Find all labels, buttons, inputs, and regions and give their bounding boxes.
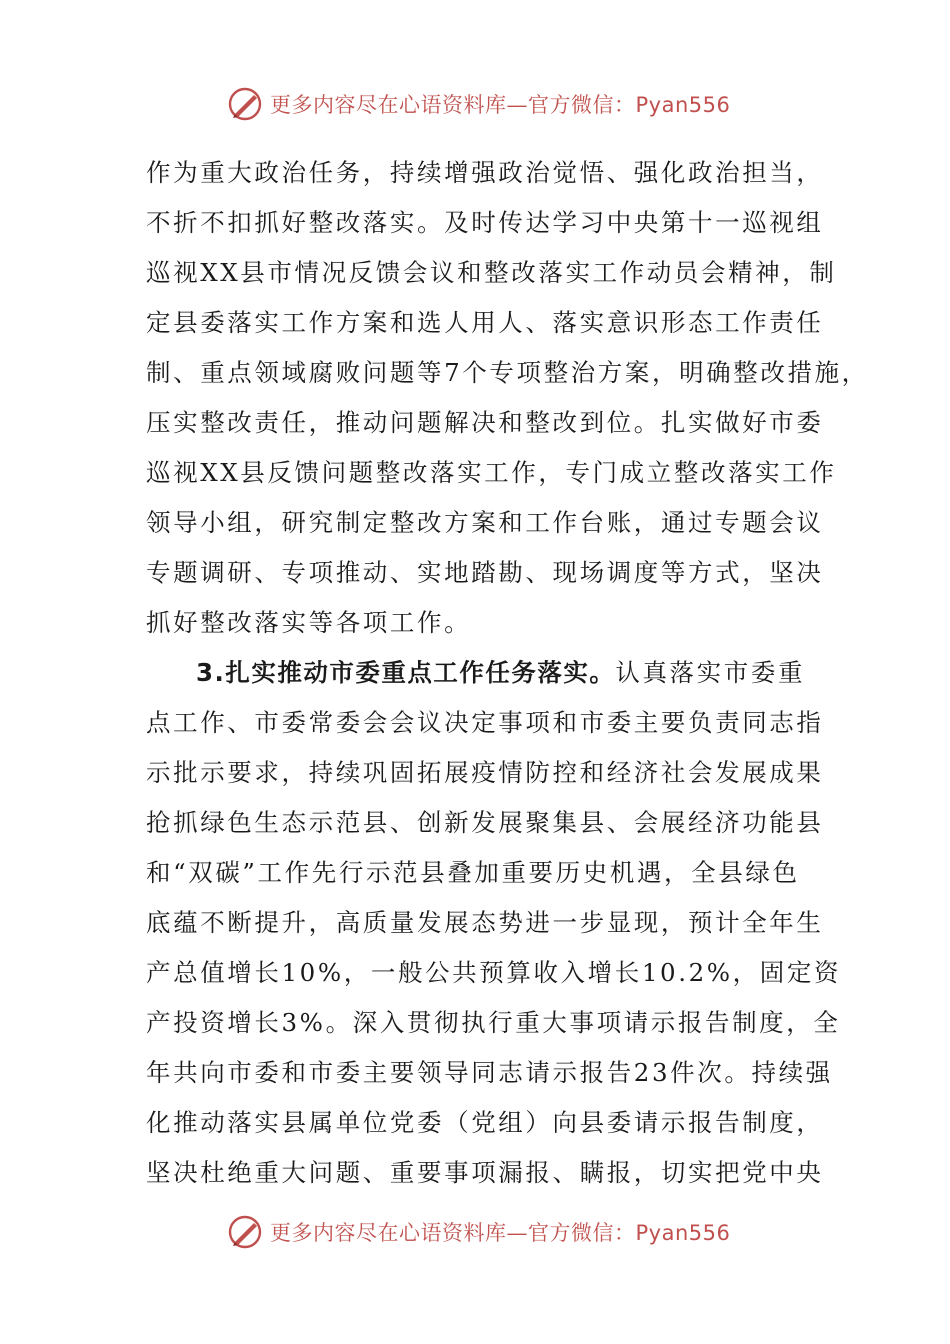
section-3-first-line (146, 648, 811, 698)
text-line: 压实整改责任，推动问题解决和整改到位。扎实做好市委 (146, 408, 824, 437)
watermark-text: 更多内容尽在心语资料库—官方微信：Pyan556 (270, 93, 731, 117)
document-body (146, 148, 869, 1198)
text-line: 化推动落实县属单位党委（党组）向县委请示报告制度， (146, 1108, 824, 1137)
text-line: 和“双碳”工作先行示范县叠加重要历史机遇，全县绿色 (146, 858, 800, 887)
section-3-lead-text: 认真落实市委重 (615, 658, 806, 687)
text-line: 领导小组，研究制定整改方案和工作台账，通过专题会议 (146, 508, 824, 537)
text-line: 年共向市委和市委主要领导同志请示报告23件次。持续强 (146, 1058, 833, 1087)
text-line: 坚决杜绝重大问题、重要事项漏报、瞒报，切实把党中央 (146, 1158, 824, 1187)
text-line: 底蕴不断提升，高质量发展态势进一步显现，预计全年生 (146, 908, 824, 937)
text-line: 产投资增长3%。深入贯彻执行重大事项请示报告制度，全 (146, 1008, 841, 1037)
text-line: 制、重点领域腐败问题等7个专项整治方案，明确整改措施， (146, 358, 869, 387)
pen-logo-icon (226, 85, 264, 123)
footer-watermark (226, 1212, 730, 1252)
section-3-heading: 3.扎实推动市委重点工作任务落实。 (196, 658, 616, 687)
text-line: 不折不扣抓好整改落实。及时传达学习中央第十一巡视组 (146, 208, 824, 237)
text-line: 巡视XX县反馈问题整改落实工作，专门成立整改落实工作 (146, 458, 837, 487)
text-line: 专题调研、专项推动、实地踏勘、现场调度等方式，坚决 (146, 558, 824, 587)
text-line: 作为重大政治任务，持续增强政治觉悟、强化政治担当， (146, 158, 824, 187)
watermark-text: 更多内容尽在心语资料库—官方微信：Pyan556 (270, 1221, 731, 1245)
text-line: 点工作、市委常委会会议决定事项和市委主要负责同志指 (146, 708, 824, 737)
header-watermark (226, 84, 730, 124)
text-line: 产总值增长10%，一般公共预算收入增长10.2%，固定资 (146, 958, 842, 987)
text-line: 抢抓绿色生态示范县、创新发展聚集县、会展经济功能县 (146, 808, 824, 837)
text-line: 定县委落实工作方案和选人用人、落实意识形态工作责任 (146, 308, 824, 337)
text-line: 巡视XX县市情况反馈会议和整改落实工作动员会精神，制 (146, 258, 837, 287)
text-line: 示批示要求，持续巩固拓展疫情防控和经济社会发展成果 (146, 758, 824, 787)
text-line: 抓好整改落实等各项工作。 (146, 608, 472, 637)
pen-logo-icon (226, 1213, 264, 1251)
